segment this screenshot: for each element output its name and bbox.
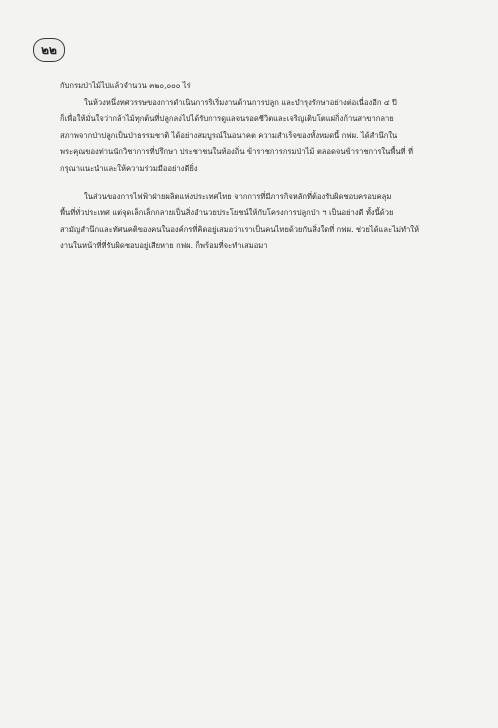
paragraph (60, 189, 460, 255)
text-line: ในส่วนของการไฟฟ้าฝ่ายผลิตแห่งประเทศไทย จากการที่มีภารกิจหลักที่ต้องรับผิดชอบครอบคลุม (84, 191, 392, 201)
paragraph (60, 95, 460, 178)
paragraph (60, 78, 460, 95)
text-line: สภาพจากป่าปลูกเป็นป่าธรรมชาติ ได้อย่างสมบูรณ์ในอนาคต ความสำเร็จของทั้งหมดนี้ กฟผ. ได้สำนึกใน (60, 130, 398, 140)
text-line: ในห้วงหนึ่งทศวรรษของการดำเนินการริเริ่มงานด้านการปลูก และบำรุงรักษาอย่างต่อเนื่องอีก ๔ ปี (84, 97, 397, 107)
text-line: งานในหน้าที่ที่รับผิดชอบอยู่เสียหาย กฟผ. ก็พร้อมที่จะทำเสมอมา (60, 241, 268, 251)
text-line: ก็เพื่อให้มั่นใจว่ากล้าไม้ทุกต้นที่ปลูกลงไปได้รับการดูแลจนรอดชีวิตและเจริญเติบโตแผ่กิ่งก้านสาขากลาย (60, 114, 394, 124)
text-line: กับกรมป่าไม้ไปแล้วจำนวน ๓๒๐,๐๐๐ ไร่ (60, 81, 191, 90)
body-text (60, 78, 460, 255)
paragraph-spacer (60, 178, 460, 189)
page-number: ๒๒ (41, 43, 57, 57)
text-line: พระคุณของท่านนักวิชาการที่ปรึกษา ประชาชนในท้องถิ่น ข้าราชการกรมป่าไม้ ตลอดจนข้าราชการในพื้นที่ ที่ (60, 147, 413, 157)
text-line: พื้นที่ทั่วประเทศ แต่จุดเล็กเล็กกลายเป็นสิ่งอำนวยประโยชน์ให้กับโครงการปลูกป่า ฯ เป็นอย่างดี ทั้งนี้ด้วย (60, 208, 394, 218)
text-line: สามัญสำนึกและทัศนคติของคนในองค์กรที่คิดอยู่เสมอว่าเราเป็นคนไทยด้วยกันสิ่งใดที่ กฟผ. ช่วยได้และไม่ทำให้ (60, 224, 419, 234)
page-number-badge (33, 38, 65, 62)
text-line: กรุณาแนะนำและให้ความร่วมมืออย่างดียิ่ง (60, 163, 198, 173)
